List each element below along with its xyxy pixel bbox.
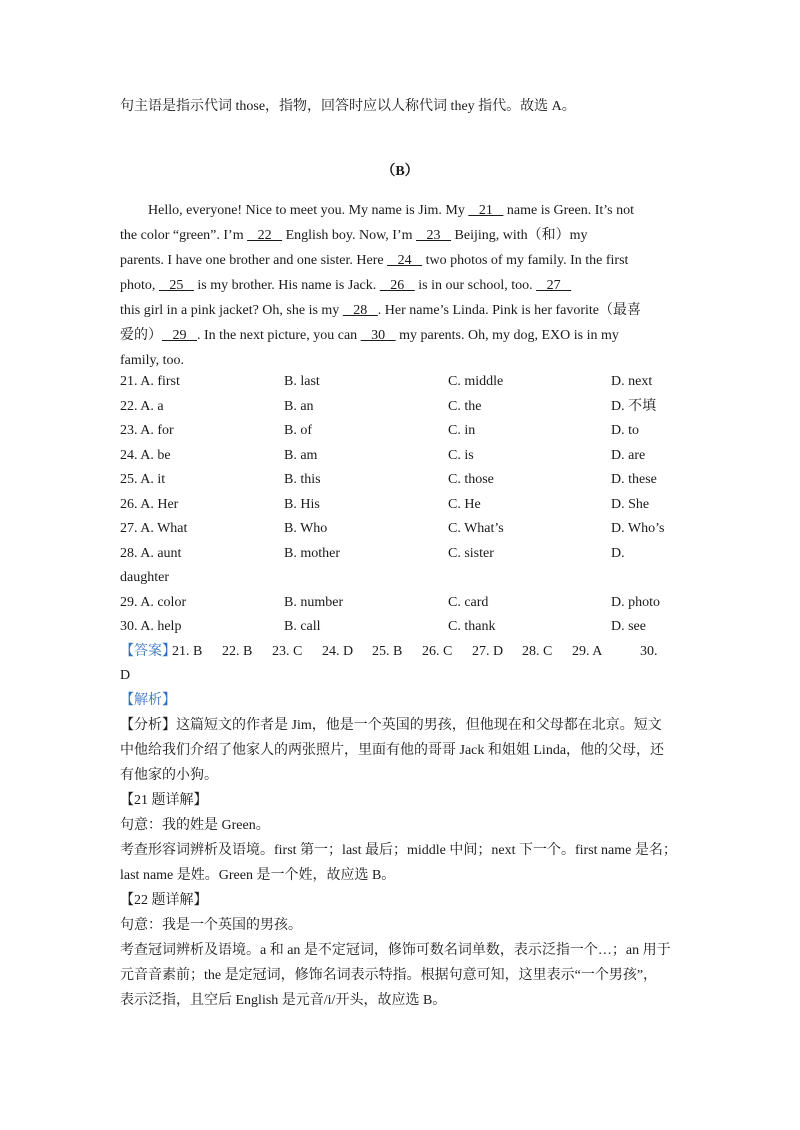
passage-text: the color “green”. I’m xyxy=(120,228,248,243)
option-row xyxy=(120,395,680,420)
option-choice: B. this xyxy=(284,472,321,487)
passage-line xyxy=(120,323,680,348)
option-row xyxy=(120,444,680,469)
answer-item: 30. xyxy=(640,644,658,659)
answer-item: 27. D xyxy=(472,644,504,659)
analysis-line: 表示泛指，且空后 English 是元音/i/开头，故应选 B。 xyxy=(120,993,447,1008)
option-choice: D. She xyxy=(611,496,650,512)
analysis-line: 句意：我的姓是 Green。 xyxy=(120,818,270,833)
answer-item: 21. B xyxy=(172,644,203,659)
analysis-line: 中他给我们介绍了他家人的两张照片，里面有他的哥哥 Jack 和姐姐 Linda，他的父母，还 xyxy=(120,743,665,758)
analysis-line: 考查冠词辨析及语境。a 和 an 是不定冠词，修饰可数名词单数，表示泛指一个…；an 用于 xyxy=(120,943,671,958)
option-choice: B. His xyxy=(284,496,320,512)
answer-item: 25. B xyxy=(372,644,403,659)
option-choice: D. are xyxy=(611,447,646,463)
option-row xyxy=(120,493,680,518)
passage-text: parents. I have one brother and one sister. Here xyxy=(120,253,388,268)
passage-text: English boy. Now, I’m xyxy=(282,228,417,243)
passage-text: 爱的） xyxy=(120,328,162,343)
passage-line xyxy=(120,248,680,273)
section-title: （B） xyxy=(381,164,419,179)
option-choice: C. card xyxy=(448,594,489,610)
option-row xyxy=(120,419,680,444)
passage-text: two photos of my family. In the first xyxy=(422,253,629,268)
option-choice: D. see xyxy=(611,619,646,634)
blank: 30 xyxy=(360,328,396,343)
option-choice: C. the xyxy=(448,398,482,414)
passage-text: photo, xyxy=(120,278,159,293)
option-choice: B. last xyxy=(284,374,320,389)
option-row-spacer xyxy=(120,566,680,591)
answer-block xyxy=(120,640,682,688)
passage-line xyxy=(120,298,680,323)
option-choice: D. next xyxy=(611,374,653,389)
option-choice: 30. A. help xyxy=(120,619,182,634)
option-choice: 24. A. be xyxy=(120,447,171,463)
option-choice: D. 不填 xyxy=(611,398,657,414)
answer-item: 24. D xyxy=(322,644,354,659)
option-row xyxy=(120,542,680,567)
passage-line xyxy=(120,198,680,223)
option-choice: B. am xyxy=(284,447,318,463)
option-choice: C. He xyxy=(448,496,481,512)
option-choice: C. What’s xyxy=(448,521,504,536)
answer-last: D xyxy=(120,668,131,683)
option-choice: D. xyxy=(611,545,625,561)
answer-item: 22. B xyxy=(222,644,253,659)
option-choice: C. in xyxy=(448,423,476,438)
blank: 27 xyxy=(536,278,572,293)
blank: 29 xyxy=(162,328,197,343)
option-choice: D. these xyxy=(611,472,657,487)
passage-line xyxy=(120,223,680,248)
analysis-line: 句意：我是一个英国的男孩。 xyxy=(120,918,302,933)
option-choice: 22. A. a xyxy=(120,398,164,414)
option-choice: D. to xyxy=(611,423,639,438)
option-choice: 27. A. What xyxy=(120,521,188,536)
option-choice: D. Who’s xyxy=(611,521,665,536)
passage-text: this girl in a pink jacket? Oh, she is my xyxy=(120,303,343,318)
analysis-line: 有他家的小狗。 xyxy=(120,768,218,783)
analysis-line: 考查形容词辨析及语境。first 第一；last 最后；middle 中间；next 下一个。first name 是名； xyxy=(120,843,677,858)
passage-text: . In the next picture, you can xyxy=(197,328,361,343)
blank: 22 xyxy=(247,228,283,243)
answer-item: 29. A xyxy=(572,644,603,659)
analysis-block xyxy=(120,688,682,1013)
analysis-line: 【21 题详解】 xyxy=(120,793,208,808)
option-row xyxy=(120,615,680,640)
option-row xyxy=(120,591,680,616)
analysis-line: 元音音素前；the 是定冠词，修饰名词表示特指。根据句意可知，这里表示“一个男孩”， xyxy=(120,968,658,983)
option-choice: 29. A. color xyxy=(120,594,187,610)
blank: 23 xyxy=(416,228,452,243)
option-choice: C. is xyxy=(448,447,474,463)
intro-line: 句主语是指示代词 those，指物，回答时应以人称代词 they 指代。故选 A。 xyxy=(120,99,576,114)
option-choice: 28. A. aunt xyxy=(120,545,182,561)
passage-text: . Her name’s Linda. Pink is her favorite（最喜 xyxy=(377,303,642,318)
option-choice: 23. A. for xyxy=(120,423,174,438)
blank: 24 xyxy=(387,253,423,268)
analysis-line: last name 是姓。Green 是一个姓，故应选 B。 xyxy=(120,868,396,883)
analysis-line: 【分析】这篇短文的作者是 Jim，他是一个英国的男孩，但他现在和父母都在北京。短文 xyxy=(120,718,662,733)
option-choice: 26. A. Her xyxy=(120,496,179,512)
passage-text: my parents. Oh, my dog, EXO is in my xyxy=(395,328,619,343)
passage-text: is in our school, too. xyxy=(414,278,537,293)
passage-text: Hello, everyone! Nice to meet you. My name is Jim. My xyxy=(148,203,469,218)
option-choice: B. of xyxy=(284,423,312,438)
option-choice: C. those xyxy=(448,472,494,487)
answer-item: 26. C xyxy=(422,644,453,659)
option-choice: D. photo xyxy=(611,594,660,610)
passage-text: family, too. xyxy=(120,353,185,368)
option-row xyxy=(120,370,680,395)
option-row xyxy=(120,517,680,542)
passage-line xyxy=(120,273,680,298)
option-choice: 21. A. first xyxy=(120,374,180,389)
blank: 21 xyxy=(468,203,504,218)
option-choice: C. sister xyxy=(448,545,494,561)
option-choice: C. thank xyxy=(448,619,496,634)
answer-row-continued xyxy=(120,664,682,688)
passage-text: name is Green. It’s not xyxy=(503,203,635,218)
blank: 25 xyxy=(158,278,194,293)
blank: 28 xyxy=(342,303,378,318)
analysis-label: 【解析】 xyxy=(120,693,176,708)
cloze-passage xyxy=(120,198,680,373)
passage-text: Beijing, with（和）my xyxy=(451,228,588,243)
option-choice: B. an xyxy=(284,398,314,414)
options-list xyxy=(120,370,680,640)
answer-item: 23. C xyxy=(272,644,303,659)
answer-item: 28. C xyxy=(522,644,553,659)
option-28-continuation: daughter xyxy=(120,570,169,585)
blank: 26 xyxy=(379,278,415,293)
option-choice: B. mother xyxy=(284,545,340,561)
option-row xyxy=(120,468,680,493)
option-choice: C. middle xyxy=(448,374,504,389)
option-choice: 25. A. it xyxy=(120,472,166,487)
passage-text: is my brother. His name is Jack. xyxy=(193,278,380,293)
answer-row xyxy=(120,640,682,664)
option-choice: B. call xyxy=(284,619,321,634)
answer-label: 【答案】 xyxy=(120,644,176,659)
option-choice: B. number xyxy=(284,594,344,610)
option-choice: B. Who xyxy=(284,521,328,536)
analysis-line: 【22 题详解】 xyxy=(120,893,208,908)
